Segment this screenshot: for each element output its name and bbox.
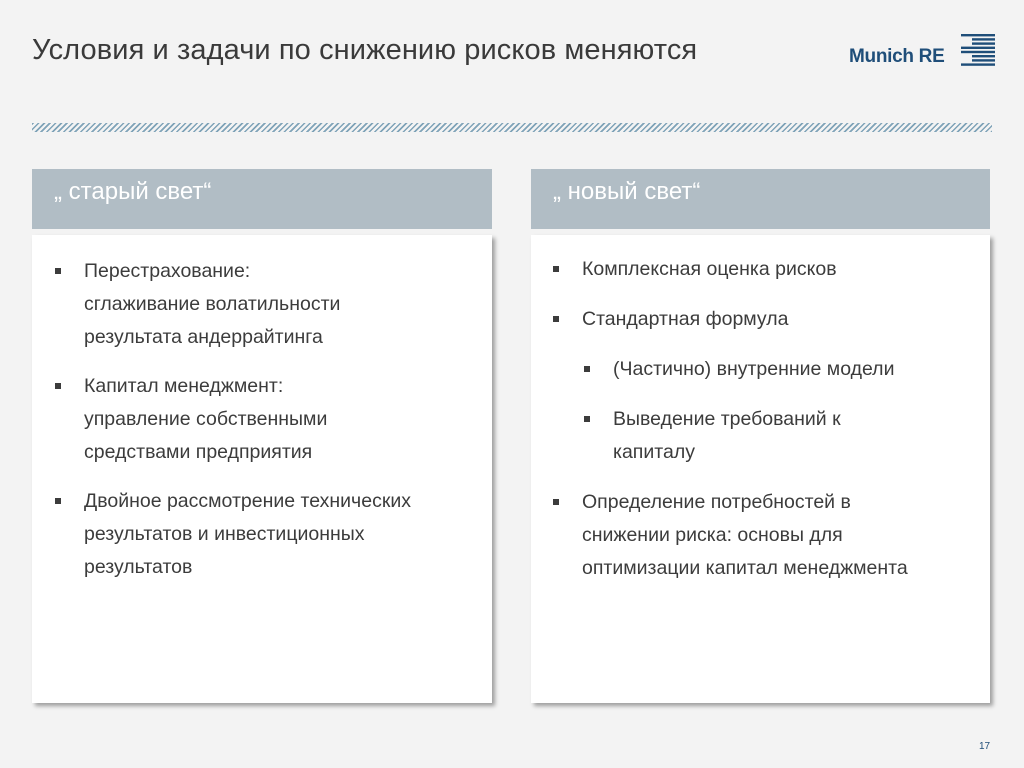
item-line: Комплексная оценка рисков [582,258,837,280]
bullet-icon [584,416,590,422]
item-line: Двойное рассмотрение технических [84,490,411,512]
item-line: (Частично) внутренние модели [613,358,895,380]
list-item [531,253,990,286]
item-line: управление собственными [84,408,328,430]
hatched-divider [32,123,992,132]
page-title: Условия и задачи по снижению рисков меняются [32,34,698,66]
item-line: результатов [84,556,193,578]
item-line: сглаживание волатильности [84,293,341,315]
item-line: Стандартная формула [582,308,789,330]
list-item [32,255,492,354]
list-item [32,370,492,469]
logo-text: Munich RE [849,46,945,67]
item-line: результата андеррайтинга [84,326,323,348]
munich-re-mark-icon [961,34,997,68]
old-world-header: „ старый свет“ [32,169,492,229]
old-world-card [32,235,492,703]
sub-list-item [531,403,990,469]
item-line: Перестрахование: [84,260,251,282]
item-line: Капитал менеджмент: [84,375,284,397]
old-world-list [32,235,492,584]
new-world-card [531,235,990,703]
bullet-icon [553,266,559,272]
item-line: Выведение требований к [613,408,841,430]
sub-list-item [531,353,990,386]
item-line: результатов и инвестиционных [84,523,365,545]
page-number: 17 [979,741,991,752]
item-line: оптимизации капитал менеджмента [582,557,908,579]
list-item [32,485,492,584]
bullet-icon [55,498,61,504]
bullet-icon [584,366,590,372]
item-line: снижении риска: основы для [582,524,843,546]
bullet-icon [553,499,559,505]
new-world-header: „ новый свет“ [531,169,990,229]
item-line: капиталу [613,441,695,463]
list-item [531,303,990,336]
bullet-icon [55,268,61,274]
item-line: средствами предприятия [84,441,313,463]
bullet-icon [553,316,559,322]
new-world-list [531,235,990,585]
munich-re-logo [849,32,999,72]
item-line: Определение потребностей в [582,491,851,513]
bullet-icon [55,383,61,389]
list-item [531,486,990,585]
